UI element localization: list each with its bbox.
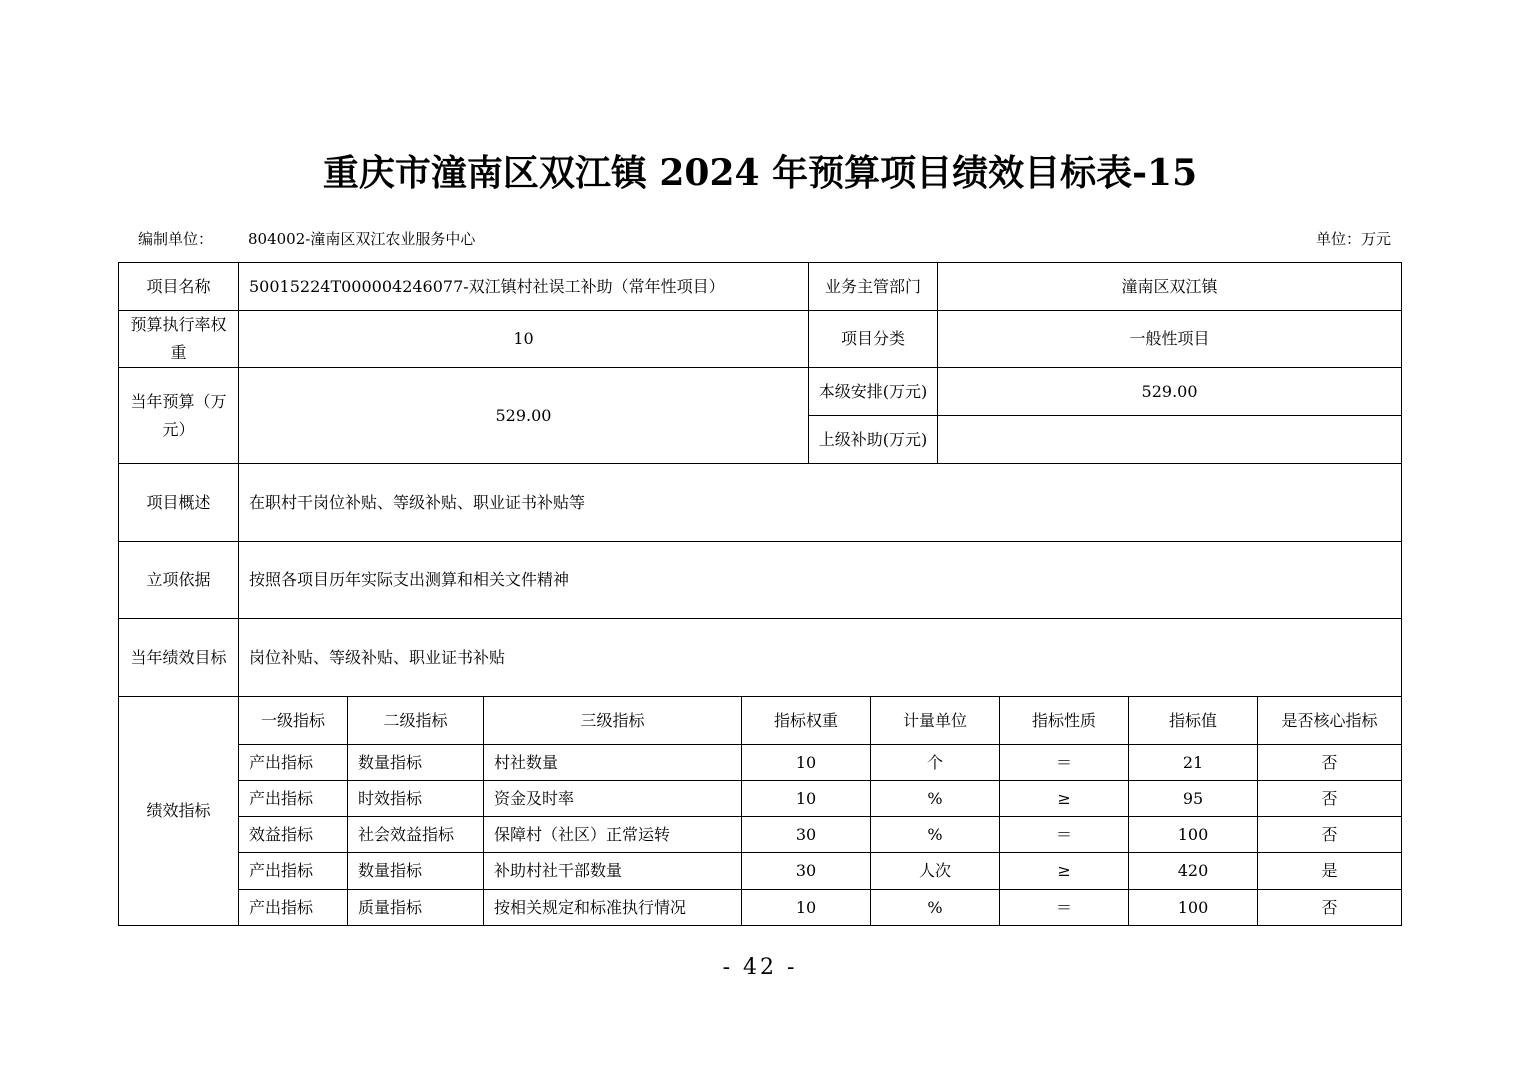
budget-value: 529.00 — [239, 368, 809, 464]
indicator-level1: 产出指标 — [239, 853, 348, 890]
dept-label: 业务主管部门 — [809, 263, 938, 311]
header-level1: 一级指标 — [239, 697, 348, 745]
indicator-row — [119, 745, 1402, 781]
indicator-unit: % — [871, 817, 1000, 853]
indicator-level2: 质量指标 — [348, 890, 484, 926]
indicator-header-row — [119, 697, 1402, 745]
overview-label: 项目概述 — [119, 464, 239, 542]
indicators-label: 绩效指标 — [119, 697, 239, 926]
indicator-weight: 10 — [742, 781, 871, 817]
overview-row — [119, 464, 1402, 542]
header-value: 指标值 — [1129, 697, 1258, 745]
goal-row — [119, 619, 1402, 697]
category-value: 一般性项目 — [938, 311, 1402, 368]
indicator-unit: % — [871, 890, 1000, 926]
header-unit: 计量单位 — [871, 697, 1000, 745]
indicator-nature: ＝ — [1000, 745, 1129, 781]
indicator-level1: 产出指标 — [239, 781, 348, 817]
indicator-weight: 10 — [742, 745, 871, 781]
overview-value: 在职村干岗位补贴、等级补贴、职业证书补贴等 — [239, 464, 1402, 542]
indicator-row — [119, 853, 1402, 890]
indicator-weight: 30 — [742, 817, 871, 853]
weight-value: 10 — [239, 311, 809, 368]
indicator-level1: 产出指标 — [239, 890, 348, 926]
local-budget-label: 本级安排(万元) — [809, 368, 938, 416]
indicator-core: 否 — [1258, 745, 1402, 781]
indicator-level3: 保障村（社区）正常运转 — [484, 817, 742, 853]
page-title: 重庆市潼南区双江镇 2024 年预算项目绩效目标表-15 — [322, 152, 1198, 194]
indicator-value: 100 — [1129, 890, 1258, 926]
header-level2: 二级指标 — [348, 697, 484, 745]
indicator-level2: 社会效益指标 — [348, 817, 484, 853]
header-level3: 三级指标 — [484, 697, 742, 745]
basis-label: 立项依据 — [119, 542, 239, 619]
category-label: 项目分类 — [809, 311, 938, 368]
indicator-level2: 数量指标 — [348, 745, 484, 781]
header-core: 是否核心指标 — [1258, 697, 1402, 745]
indicator-level3: 按相关规定和标准执行情况 — [484, 890, 742, 926]
project-name-label: 项目名称 — [119, 263, 239, 311]
header-weight: 指标权重 — [742, 697, 871, 745]
indicator-weight: 30 — [742, 853, 871, 890]
performance-target-table — [118, 262, 1402, 926]
indicator-value: 100 — [1129, 817, 1258, 853]
compiling-unit-label: 编制单位： — [138, 230, 214, 248]
indicator-level1: 效益指标 — [239, 817, 348, 853]
budget-label: 当年预算（万元） — [119, 368, 239, 464]
indicator-level3: 资金及时率 — [484, 781, 742, 817]
upper-subsidy-value — [938, 416, 1402, 464]
indicator-level1: 产出指标 — [239, 745, 348, 781]
budget-row — [119, 368, 1402, 416]
indicator-level3: 村社数量 — [484, 745, 742, 781]
indicator-unit: % — [871, 781, 1000, 817]
upper-subsidy-label: 上级补助(万元) — [809, 416, 938, 464]
indicator-unit: 个 — [871, 745, 1000, 781]
indicator-core: 否 — [1258, 781, 1402, 817]
indicator-weight: 10 — [742, 890, 871, 926]
indicator-level3: 补助村社干部数量 — [484, 853, 742, 890]
indicator-core: 否 — [1258, 817, 1402, 853]
indicator-row — [119, 817, 1402, 853]
indicator-row — [119, 890, 1402, 926]
basis-row — [119, 542, 1402, 619]
indicator-nature: ＝ — [1000, 817, 1129, 853]
page-number: - 42 - — [722, 955, 798, 980]
compiling-unit-value: 804002-潼南区双江农业服务中心 — [248, 230, 476, 248]
indicator-unit: 人次 — [871, 853, 1000, 890]
indicator-level2: 时效指标 — [348, 781, 484, 817]
indicator-core: 否 — [1258, 890, 1402, 926]
indicator-nature: ≥ — [1000, 781, 1129, 817]
weight-row — [119, 311, 1402, 368]
basis-value: 按照各项目历年实际支出测算和相关文件精神 — [239, 542, 1402, 619]
indicator-value: 21 — [1129, 745, 1258, 781]
indicator-value: 420 — [1129, 853, 1258, 890]
goal-label: 当年绩效目标 — [119, 619, 239, 697]
currency-unit: 单位：万元 — [1315, 230, 1391, 248]
project-name-value: 50015224T000004246077-双江镇村社误工补助（常年性项目） — [239, 263, 809, 311]
indicator-nature: ≥ — [1000, 853, 1129, 890]
dept-value: 潼南区双江镇 — [938, 263, 1402, 311]
indicator-value: 95 — [1129, 781, 1258, 817]
indicator-core: 是 — [1258, 853, 1402, 890]
goal-value: 岗位补贴、等级补贴、职业证书补贴 — [239, 619, 1402, 697]
indicator-row — [119, 781, 1402, 817]
indicator-level2: 数量指标 — [348, 853, 484, 890]
local-budget-value: 529.00 — [938, 368, 1402, 416]
indicator-nature: ＝ — [1000, 890, 1129, 926]
weight-label: 预算执行率权重 — [119, 311, 239, 368]
project-name-row — [119, 263, 1402, 311]
header-nature: 指标性质 — [1000, 697, 1129, 745]
